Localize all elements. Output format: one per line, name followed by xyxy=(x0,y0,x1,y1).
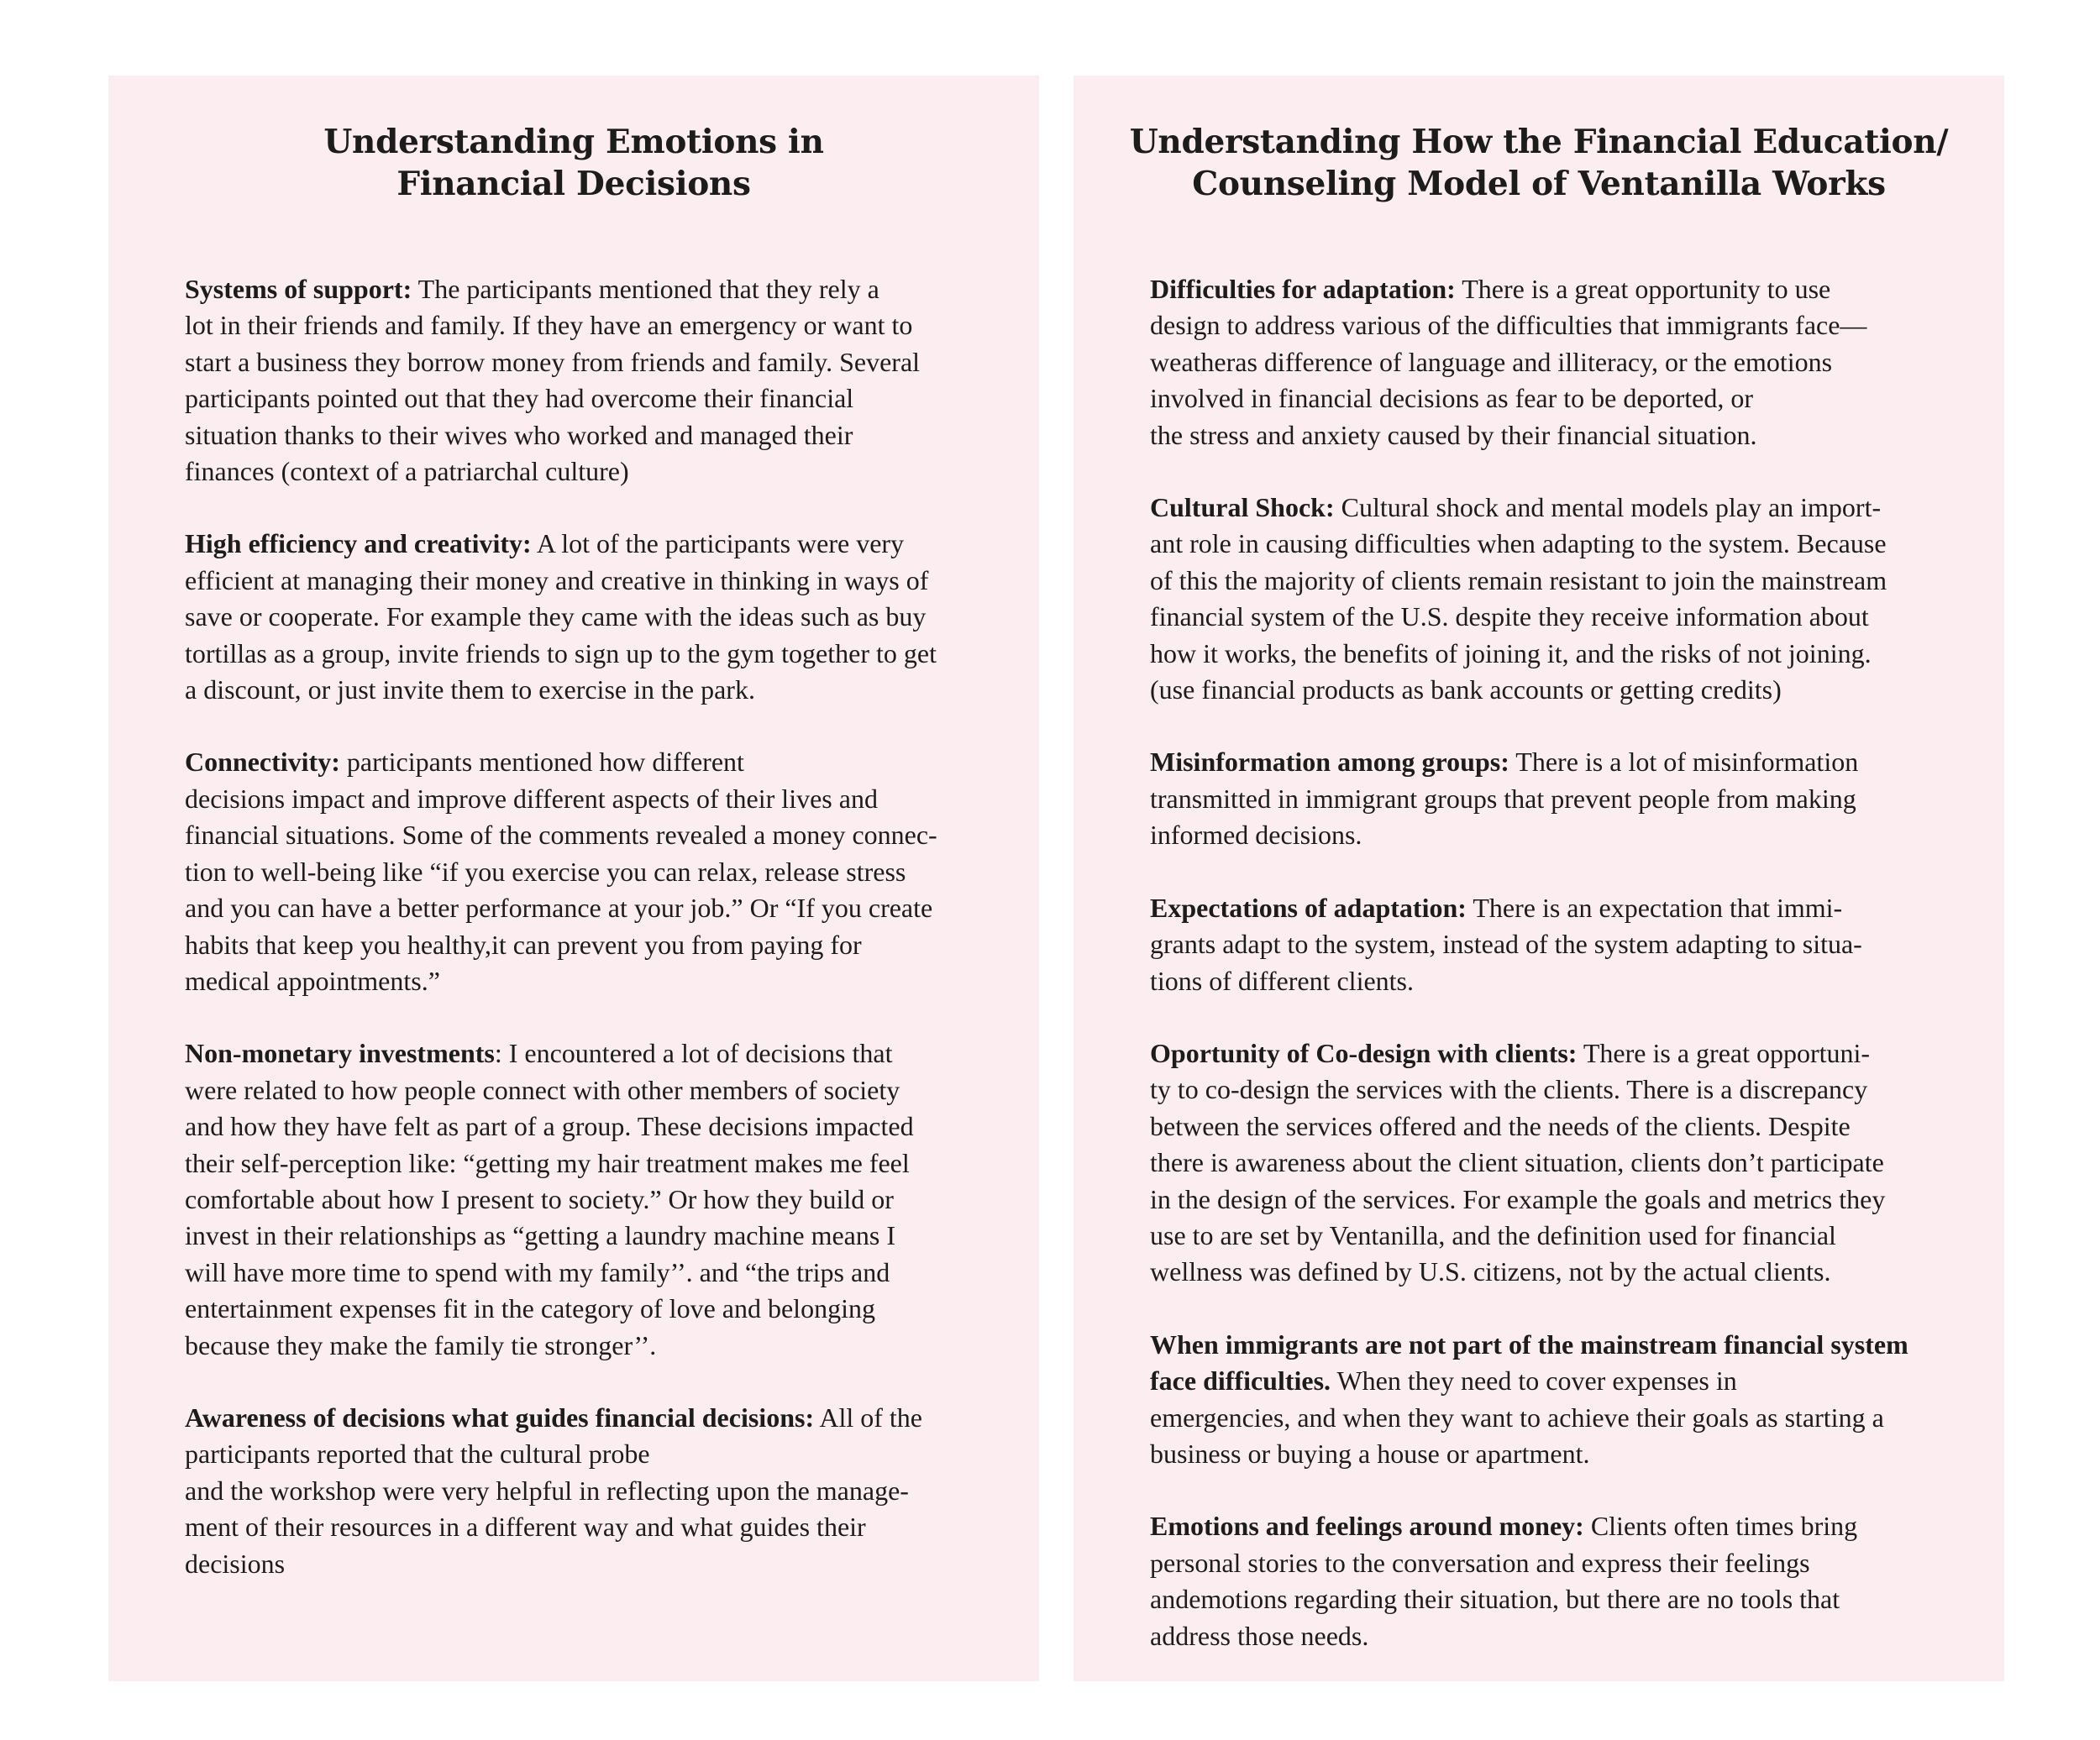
left-panel xyxy=(108,76,1039,1681)
paragraph-heading: Cultural Shock: xyxy=(1150,492,1335,523)
paragraph-mainstream-difficulties: When immigrants are not part of the mainstream financial system face difficulties. When they need to cover expenses in emergencies, and when they want to achieve their goals as starting a business or buying a house or apartment. xyxy=(1150,1329,1908,1469)
paragraph-heading: Systems of support: xyxy=(185,274,412,304)
paragraph-difficulties-for-adaptation: Difficulties for adaptation: There is a great opportunity to use design to address various of the difficulties that immigrants face— weatheras difference of language and illiteracy, or the emotions involved in financial decisions as fear to be deported, or the stress and anxiety caused by their financial situation. xyxy=(1150,274,1867,450)
paragraph-heading: Awareness of decisions what guides financial decisions: xyxy=(185,1402,815,1433)
paragraph-heading: High efficiency and creativity: xyxy=(185,528,532,559)
paragraph-expectations-of-adaptation: Expectations of adaptation: There is an expectation that immi- grants adapt to the system, instead of the system adapting to situa- tions of different clients. xyxy=(1150,892,1862,996)
paragraph-emotions-around-money: Emotions and feelings around money: Clients often times bring personal stories to the conversation and express their feelings andemotions regarding their situation, but there are no tools that address those needs. xyxy=(1150,1511,1858,1651)
paragraph-heading: Oportunity of Co-design with clients: xyxy=(1150,1037,1578,1068)
paragraph-heading: Connectivity: xyxy=(185,747,340,778)
paragraph-high-efficiency: High efficiency and creativity: A lot of the participants were very efficient at managing their money and creative in thinking in ways of save or cooperate. For example they came with the ideas such as buy tortillas as a group, invite friends to sign up to the gym together to get a discount, or just invite them to exercise in the park. xyxy=(185,528,937,705)
right-panel-title: Understanding How the Financial Education/ Counseling Model of Ventanilla Works xyxy=(1129,123,1949,203)
left-panel-title: Understanding Emotions in Financial Decisions xyxy=(323,123,824,203)
paragraph-heading: Difficulties for adaptation: xyxy=(1150,274,1456,304)
left-panel-body xyxy=(185,271,991,1618)
paragraph-systems-of-support: Systems of support: The participants mentioned that they rely a lot in their friends and family. If they have an emergency or want to start a business they borrow money from friends and family. Several participants pointed out that they had overcome their financial situation thanks to their wives who worked and managed their finances (context of a patriarchal culture) xyxy=(185,274,921,487)
paragraph-non-monetary-investments: Non-monetary investments: I encountered a lot of decisions that were related to how people connect with other members of society and how they have felt as part of a group. These decisions impacted their self-perception like: “getting my hair treatment makes me feel comfortable about how I present to society.” Or how they build or invest in their relationships as “getting a laundry machine means I will have more time to spend with my family’’. and “the trips and entertainment expenses fit in the category of love and belonging because they make the family tie stronger’’. xyxy=(185,1038,914,1360)
paragraph-heading: Expectations of adaptation: xyxy=(1150,892,1467,923)
paragraph-connectivity: Connectivity: participants mentioned how different decisions impact and improve different aspects of their lives and financial situations. Some of the comments revealed a money connec- tion to well-being like “if you exercise you can relax, release stress and you can have a better performance at your job.” Or “If you create habits that keep you healthy,it can prevent you from paying for medical appointments.” xyxy=(185,747,937,996)
paragraph-heading: When immigrants are not part of the mainstream financial system face difficulties. xyxy=(1150,1329,1908,1397)
paragraph-heading: Non-monetary investments xyxy=(185,1038,495,1069)
right-panel xyxy=(1074,76,2004,1681)
paragraph-awareness-of-decisions: Awareness of decisions what guides financial decisions: All of the participants reported that the cultural probe and the workshop were very helpful in reflecting upon the manage- ment of their resources in a different way and what guides their decisions xyxy=(185,1402,922,1579)
right-panel-body xyxy=(1150,271,1956,1690)
paragraph-misinformation: Misinformation among groups: There is a lot of misinformation transmitted in immigrant groups that prevent people from making informed decisions. xyxy=(1150,747,1859,851)
paragraph-cultural-shock: Cultural Shock: Cultural shock and mental models play an import- ant role in causing difficulties when adapting to the system. Because of this the majority of clients remain resistant to join the mainstream financial system of the U.S. despite they receive information about how it works, the benefits of joining it, and the risks of not joining. (use financial products as bank accounts or getting credits) xyxy=(1150,492,1887,705)
paragraph-heading: Emotions and feelings around money: xyxy=(1150,1511,1584,1542)
paragraph-co-design-opportunity: Oportunity of Co-design with clients: There is a great opportuni- ty to co-design the services with the clients. There is a discrepancy between the services offered and the needs of the clients. Despite there is awareness about the client situation, clients don’t participate in the design of the services. For example the goals and metrics they use to are set by Ventanilla, and the definition used for financial wellness was defined by U.S. citizens, not by the actual clients. xyxy=(1150,1037,1886,1287)
paragraph-heading: Misinformation among groups: xyxy=(1150,747,1509,778)
